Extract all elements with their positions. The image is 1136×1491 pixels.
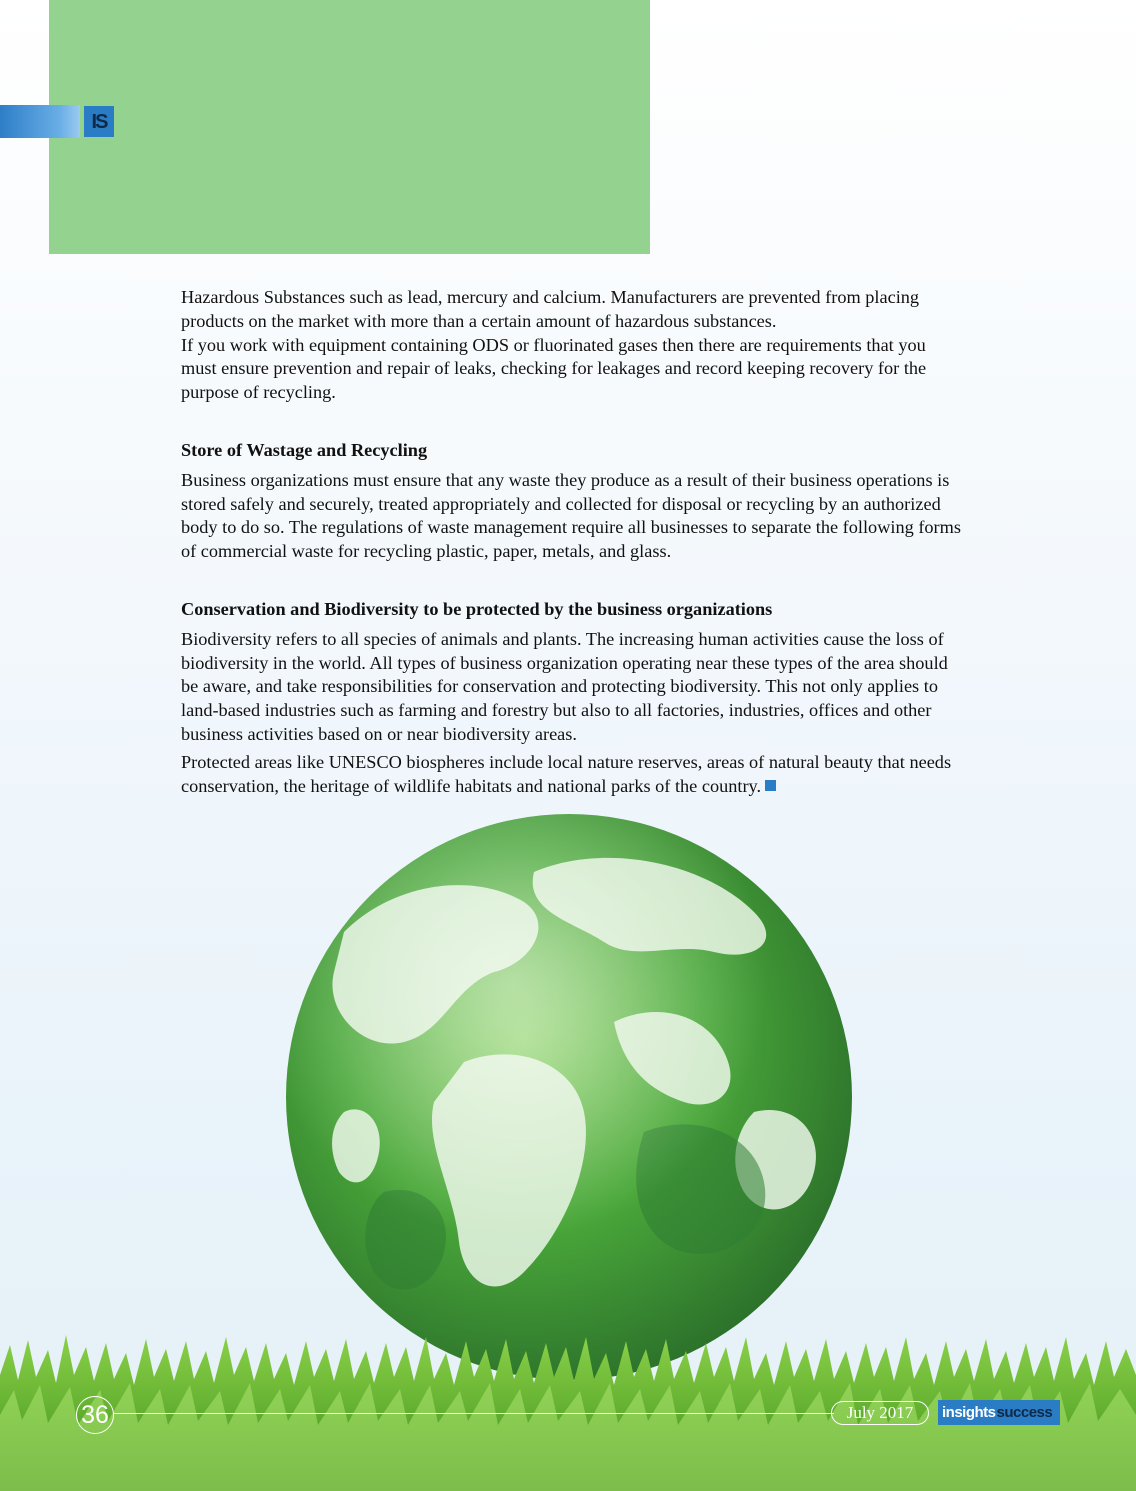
section-heading: Conservation and Biodiversity to be protected by the business organizations	[181, 598, 773, 619]
page-number: 36	[76, 1396, 114, 1434]
section-heading: Store of Wastage and Recycling	[181, 439, 428, 460]
brand-logo-part2: success	[996, 1404, 1053, 1421]
article-body	[181, 286, 961, 798]
green-globe-illustration	[284, 812, 854, 1382]
section-paragraph: Business organizations must ensure that any waste they produce as a result of their business operations is stored safely and securely, treated appropriately and collected for disposal or recycling by an authorized body to do so. The regulations of waste management require all businesses to separate the following forms of commercial waste for recycling plastic, paper, metals, and glass.	[181, 469, 961, 562]
section-paragraph: Biodiversity refers to all species of animals and plants. The increasing human activities cause the loss of biodiversity in the world. All types of business organization operating near these types of the area should be aware, and take responsibilities for conservation and protecting biodiversity. This not only applies to land-based industries such as farming and forestry but also to all factories, industries, offices and other business activities based on or near biodiversity areas.	[181, 628, 948, 744]
brand-logo-part1: insights	[942, 1404, 996, 1421]
logo-text: IS	[91, 110, 107, 133]
issue-date: July 2017	[831, 1401, 929, 1425]
brand-logo	[938, 1400, 1060, 1425]
footer-divider-line	[114, 1413, 834, 1414]
magazine-logo-icon	[84, 106, 114, 137]
green-header-panel	[49, 0, 650, 254]
section-paragraph	[181, 751, 961, 799]
section-paragraph-text: Protected areas like UNESCO biospheres include local nature reserves, areas of natural beauty that needs conservation, the heritage of wildlife habitats and national parks of the country.	[181, 751, 952, 796]
blue-side-bar	[0, 105, 80, 138]
end-of-article-icon	[765, 780, 776, 791]
intro-paragraph: Hazardous Substances such as lead, mercury and calcium. Manufacturers are prevented from placing products on the market with more than a certain amount of hazardous substances.	[181, 287, 920, 331]
intro-paragraph: If you work with equipment containing ODS or fluorinated gases then there are requirements that you must ensure prevention and repair of leaks, checking for leakages and record keeping recovery for the purpose of recycling.	[181, 334, 927, 403]
